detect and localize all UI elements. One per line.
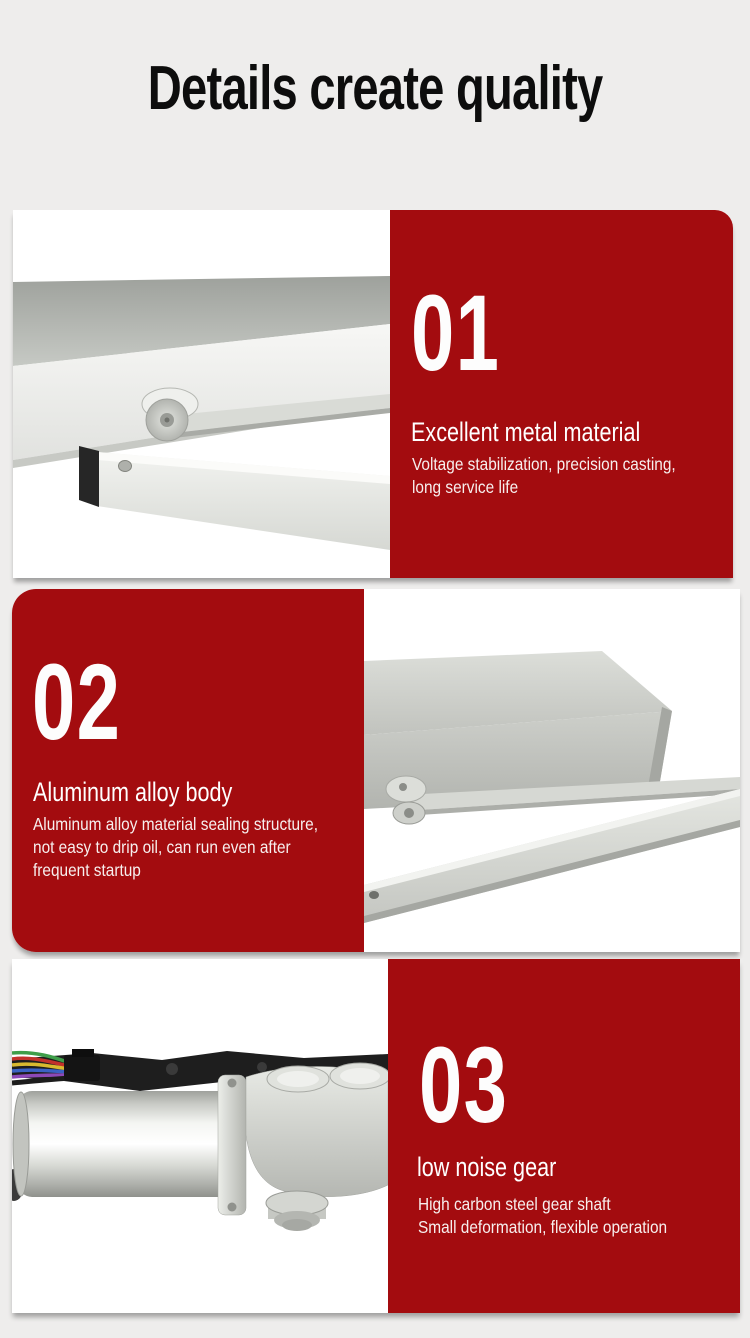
feature-body-3	[418, 1193, 667, 1239]
feature-body-1-line-1: Voltage stabilization, precision casting,	[412, 454, 676, 474]
aluminum-rail-illustration	[13, 210, 390, 578]
aluminum-body-photo	[364, 589, 740, 952]
feature-number-3-text: 03	[419, 1024, 509, 1145]
page-title	[0, 56, 750, 121]
feature-panel-1	[390, 210, 733, 578]
feature-panel-2	[12, 589, 364, 952]
feature-number-3	[419, 1024, 543, 1145]
feature-body-3-line-1: High carbon steel gear shaft	[418, 1194, 611, 1214]
motor-gear-photo	[12, 959, 388, 1313]
feature-card-3	[12, 959, 740, 1313]
feature-number-2-text: 02	[32, 641, 122, 762]
feature-number-2	[32, 641, 156, 762]
feature-body-2-line-1: Aluminum alloy material sealing structure,	[33, 814, 319, 834]
feature-card-2	[12, 589, 740, 952]
feature-body-1-line-2: long service life	[412, 477, 519, 497]
feature-heading-3: low noise gear	[417, 1152, 557, 1182]
feature-body-2-line-2: not easy to drip oil, can run even after	[33, 837, 291, 857]
feature-panel-3	[388, 959, 740, 1313]
feature-body-2	[33, 813, 318, 882]
aluminum-body-illustration	[364, 589, 740, 952]
feature-card-1	[13, 210, 733, 578]
feature-body-3-line-2: Small deformation, flexible operation	[418, 1217, 668, 1237]
feature-body-2-line-3: frequent startup	[33, 860, 141, 880]
feature-number-1-text: 01	[411, 272, 501, 393]
aluminum-rail-photo	[13, 210, 390, 578]
page-title-text: Details create quality	[147, 54, 603, 123]
feature-body-1	[412, 453, 676, 499]
feature-heading-1: Excellent metal material	[411, 417, 641, 447]
motor-gear-illustration	[12, 959, 388, 1313]
feature-number-1	[411, 272, 535, 393]
feature-heading-2: Aluminum alloy body	[33, 777, 233, 807]
